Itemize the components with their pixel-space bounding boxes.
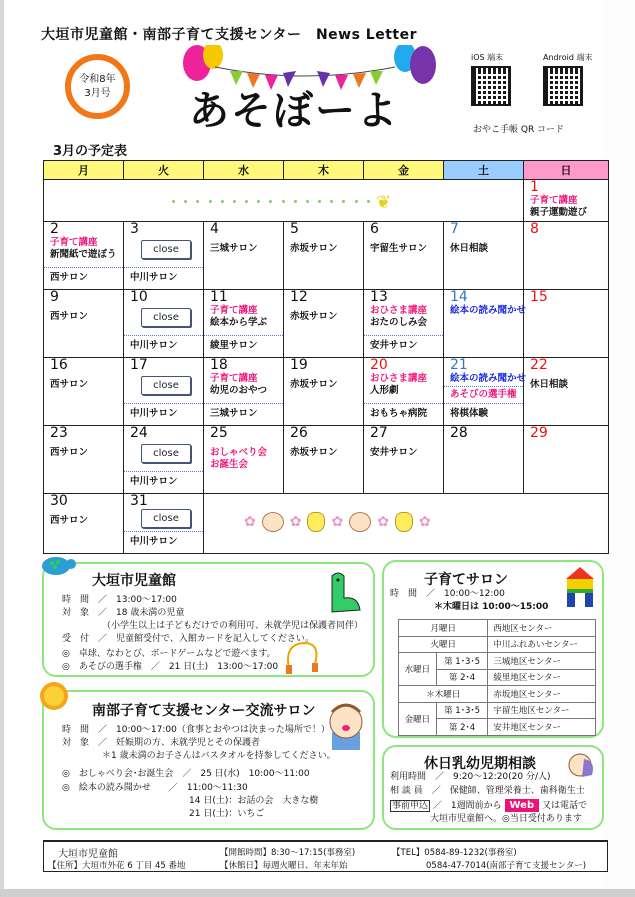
day-number: 1 [530,179,539,195]
calendar-day-20 [364,358,444,426]
nanbu-line: 14 日(土)：お話の会 大きな樹 [189,796,319,806]
day-number: 5 [290,221,299,237]
day-number: 22 [530,357,548,373]
event: 絵本の読み聞かせ [450,305,527,316]
calendar-day-29 [524,426,609,494]
child-face-icon [349,512,371,532]
day-number: 21 [450,357,468,373]
salon-day: 金曜日 [399,702,437,735]
calendar-day-16 [44,358,124,426]
issue-badge [65,54,130,119]
closed-badge: close [141,509,191,528]
kosodate-salon-box [382,560,604,738]
salon-location: 綾里地区センター [488,669,596,686]
closed-badge: close [141,444,191,463]
footer-tel2: 0584-47-7014(南部子育て支援センター) [426,861,587,871]
day-number: 11 [210,289,228,305]
salon-day: 月曜日 [399,620,488,637]
footer-closed-days: 【休館日】毎週火曜日、年末年始 [220,861,348,871]
calendar-table [43,160,609,554]
calendar-day-11 [204,290,284,358]
event: 絵本から学ぶ [210,317,268,328]
day-number: 4 [210,221,219,237]
calendar-day-18 [204,358,284,426]
consult-title: 休日乳幼児期相談 [424,756,536,772]
page-bottom-edge [0,889,635,897]
event: 子育て講座 [210,373,258,384]
day-number: 10 [130,289,148,305]
flower-icon: ✿ [244,514,256,530]
day-number: 25 [210,425,228,441]
event: 西サロン [50,379,89,390]
calendar-day-17 [124,358,204,426]
closed-badge: close [141,308,191,327]
logo-banner [175,45,445,135]
table-row [399,653,596,670]
day-number: 30 [50,493,68,509]
footer-name: 大垣市児童館 [58,849,118,860]
advance-booking-label: 事前申込 [392,801,429,811]
event: 西サロン [50,447,89,458]
sleeping-baby-icon [566,751,596,779]
calendar-day-5 [284,222,364,290]
flower-icon: ✿ [377,514,389,530]
event: 西サロン [50,515,89,526]
salon-location: 西地区センター [488,620,596,637]
event: 親子運動遊び [530,207,588,218]
calendar-day-15 [524,290,609,358]
event: 赤坂サロン [290,379,338,390]
weekday-sun: 日 [524,161,609,180]
calendar-day-12 [284,290,364,358]
event: 幼児のおやつ [210,385,268,396]
qr-codes [463,52,603,137]
table-row [399,620,596,637]
jidokan-title: 大垣市児童館 [92,573,176,589]
flower-icon: ✿ [289,514,302,530]
day-number: 20 [370,357,388,373]
logo-text: あそぼーよ [189,87,399,134]
salon-week: 第 1･3･5 [436,653,488,670]
nanbu-salon-box [42,690,375,830]
nanbu-line: 21 日(土)：いちご [189,809,265,819]
table-row [399,702,596,719]
day-number: 12 [290,289,308,305]
event: おひさま講座 [370,305,428,316]
calendar-day-14 [444,289,527,358]
nanbu-line: 時 間 ／ 10:00〜17:00（食事とおやつは決まった場所で！） [62,725,330,735]
salon-day: ＊木曜日 [399,686,488,703]
flower-children-border [244,512,431,532]
event: 中川サロン [130,340,178,351]
salon-title: 子育てサロン [424,572,508,588]
event: 綾里サロン [210,340,258,351]
event: 三城サロン [210,408,258,419]
event: 三城サロン [210,243,258,254]
consult-apply [390,799,587,812]
event: 宇留生サロン [370,243,428,254]
calendar-day-27 [364,426,444,494]
day-number: 16 [50,357,68,373]
qr-caption: おやこ手帳 QR コード [473,125,565,135]
event: 赤坂サロン [290,243,338,254]
salon-location: 安井地区センター [488,719,596,736]
day-number: 29 [530,425,548,441]
day-number: 7 [450,221,459,237]
weekday-thu: 木 [284,161,364,180]
salon-schedule-table [398,619,596,736]
page-left-edge [0,0,4,897]
salon-location: 宇留生地区センター [488,702,596,719]
day-number: 15 [530,289,548,305]
event: おひさま講座 [370,373,428,384]
calendar-day-8 [524,222,609,290]
event: 安井サロン [370,340,418,351]
table-row [399,636,596,653]
event: 人形劇 [370,385,399,396]
event: 休日相談 [530,379,569,390]
jidokan-line: 受 付 ／ 児童館受付で、入館カードを記入してください。 [62,634,314,644]
flower-icon: ✿ [418,514,431,530]
dotted-trail-icon [172,195,382,207]
closed-badge: close [141,240,191,259]
calendar-day-6 [364,222,444,290]
newsletter-title: 大垣市児童館・南部子育て支援センター News Letter [41,27,417,43]
salon-day: 水曜日 [399,653,437,686]
nanbu-line: ＊1 歳未満のお子さんはバスタオルを持参してください。 [102,751,336,761]
salon-location: 中川ふれあいセンター [488,636,596,653]
jidokan-line: ◎ あそびの選手権 ／ 21 日(土) 13:00〜17:00 [62,662,279,672]
dinosaur-icon [324,570,364,618]
footer-tel1: 【TEL】0584-89-1232(事務室) [392,848,517,858]
salon-week: 第 2･4 [436,669,488,686]
event: おたのしみ会 [370,317,428,328]
day-number: 13 [370,289,388,305]
day-number: 26 [290,425,308,441]
event: 中川サロン [130,272,178,283]
nanbu-line: ◎ 絵本の読み聞かせ ／ 11:00〜11:30 [62,783,248,793]
chick-icon [395,512,413,532]
salon-week: 第 2･4 [436,719,488,736]
day-number: 23 [50,425,68,441]
calendar-day-3 [124,222,204,290]
jidokan-line: 対 象 ／ 18 歳未満の児童 [62,608,185,618]
event: 西サロン [50,311,89,322]
salon-location: 三城地区センター [488,653,596,670]
ios-qr-code-icon[interactable] [471,66,511,106]
sun-icon [38,680,70,712]
flower-icon: ✿ [331,514,344,530]
issue-month: 3月号 [84,87,111,99]
android-qr-label: Android 端末 [543,53,593,62]
weekday-tue: 火 [124,161,204,180]
calendar-day-7 [444,222,524,290]
apply-text: 又は電話で [542,801,588,811]
salon-time: 時 間 ／ 10:00〜12:00 [390,589,505,599]
consult-apply-line2: 大垣市児童館へ。◎当日受付あります [430,814,582,824]
calendar-day-9 [44,290,124,358]
event: 子育て講座 [530,195,578,206]
salon-week: 第 1･3･5 [436,702,488,719]
calendar-day-1 [524,180,609,222]
calendar-day-21 [444,357,527,426]
weekday-mon: 月 [44,161,124,180]
holiday-consult-box [382,745,604,830]
calendar-day-4 [204,222,284,290]
event: 絵本の読み聞かせ [450,373,527,384]
toy-blocks-icon [564,567,596,607]
jump-rope-icon [284,639,324,675]
calendar-decoration-cell [44,180,524,222]
day-number: 27 [370,425,388,441]
event: 中川サロン [130,476,178,487]
table-row [399,686,596,703]
calendar-decoration-cell [204,494,609,554]
jidokan-line: （小学生以上は子どもだけでの利用可、未就学児は保護者同伴） [102,621,364,631]
calendar-day-28 [444,426,524,494]
apply-text: ／ 1週間前から [432,801,502,811]
day-number: 19 [290,357,308,373]
calendar-day-2 [44,222,124,290]
salon-thursday-note: ＊木曜日は 10:00〜15:00 [434,602,549,612]
calendar-day-25 [204,426,284,494]
weekday-fri: 金 [364,161,444,180]
calendar-day-10 [124,290,204,358]
nanbu-line: 対 象 ／ 妊娠期の方、未就学児とその保護者 [62,738,261,748]
ios-qr-label: iOS 端末 [471,53,504,62]
turtle-icon [38,552,78,578]
event: 子育て講座 [50,237,98,248]
weekday-wed: 水 [204,161,284,180]
day-number: 2 [50,221,59,237]
web-badge[interactable]: Web [505,799,540,812]
day-number: 9 [50,289,59,305]
calendar-day-19 [284,358,364,426]
jidokan-line: ◎ 卓球、なわとび、ボードゲームなどで遊べます。 [62,649,276,659]
issue-era: 令和8年 [79,73,116,85]
event: お誕生会 [210,459,249,470]
jidokan-info-box [42,562,375,677]
calendar-day-26 [284,426,364,494]
child-character-icon [324,698,368,750]
calendar-day-30 [44,494,124,554]
nanbu-title: 南部子育て支援センター交流サロン [92,703,316,719]
jidokan-line: 時 間 ／ 13:00〜17:00 [62,595,177,605]
day-number: 14 [450,289,468,305]
nanbu-line: ◎ おしゃべり会･お誕生会 ／ 25 日(水) 10:00〜11:00 [62,769,310,779]
event: 新聞紙で遊ぼう [50,249,117,260]
salon-day: 火曜日 [399,636,488,653]
day-number: 28 [450,425,468,441]
chick-icon [307,512,325,532]
calendar-day-23 [44,426,124,494]
event: 西サロン [50,272,89,283]
event: 将棋体験 [450,408,489,419]
salon-location: 赤坂地区センター [488,686,596,703]
weekday-sat: 土 [444,161,524,180]
butterfly-icon: ❦ [376,192,392,213]
child-face-icon [262,512,284,532]
calendar-day-24 [124,426,204,494]
event: おもちゃ病院 [370,408,428,419]
newsletter-page [5,0,603,888]
day-number: 17 [130,357,148,373]
calendar-day-31 [124,494,204,554]
day-number: 6 [370,221,379,237]
event: 赤坂サロン [290,447,338,458]
calendar-day-13 [364,290,444,358]
android-qr-code-icon[interactable] [543,66,583,106]
footer-open-hours: 【開館時間】8:30〜17:15(事務室) [220,848,356,858]
event: 子育て講座 [210,305,258,316]
day-number: 18 [210,357,228,373]
footer-address: 【住所】大垣市外花 6 丁目 45 番地 [48,861,186,871]
calendar-day-22 [524,358,609,426]
day-number: 8 [530,221,539,237]
event: おしゃべり会 [210,447,268,458]
day-number: 31 [130,493,148,509]
event: 休日相談 [450,243,489,254]
event: 赤坂サロン [290,311,338,322]
event: あそびの選手権 [444,386,523,401]
footer-contact [43,840,608,872]
consult-hours: 利用時間 ／ 9:20〜12:20(20 分/人) [390,772,551,782]
day-number: 3 [130,221,139,237]
day-number: 24 [130,425,148,441]
closed-badge: close [141,376,191,395]
event: 中川サロン [130,408,178,419]
consult-staff: 相 談 員 ／ 保健師、管理栄養士、歯科衛生士 [390,786,585,796]
event: 中川サロン [130,536,178,547]
event: 安井サロン [370,447,418,458]
schedule-title: 3月の予定表 [53,144,128,159]
